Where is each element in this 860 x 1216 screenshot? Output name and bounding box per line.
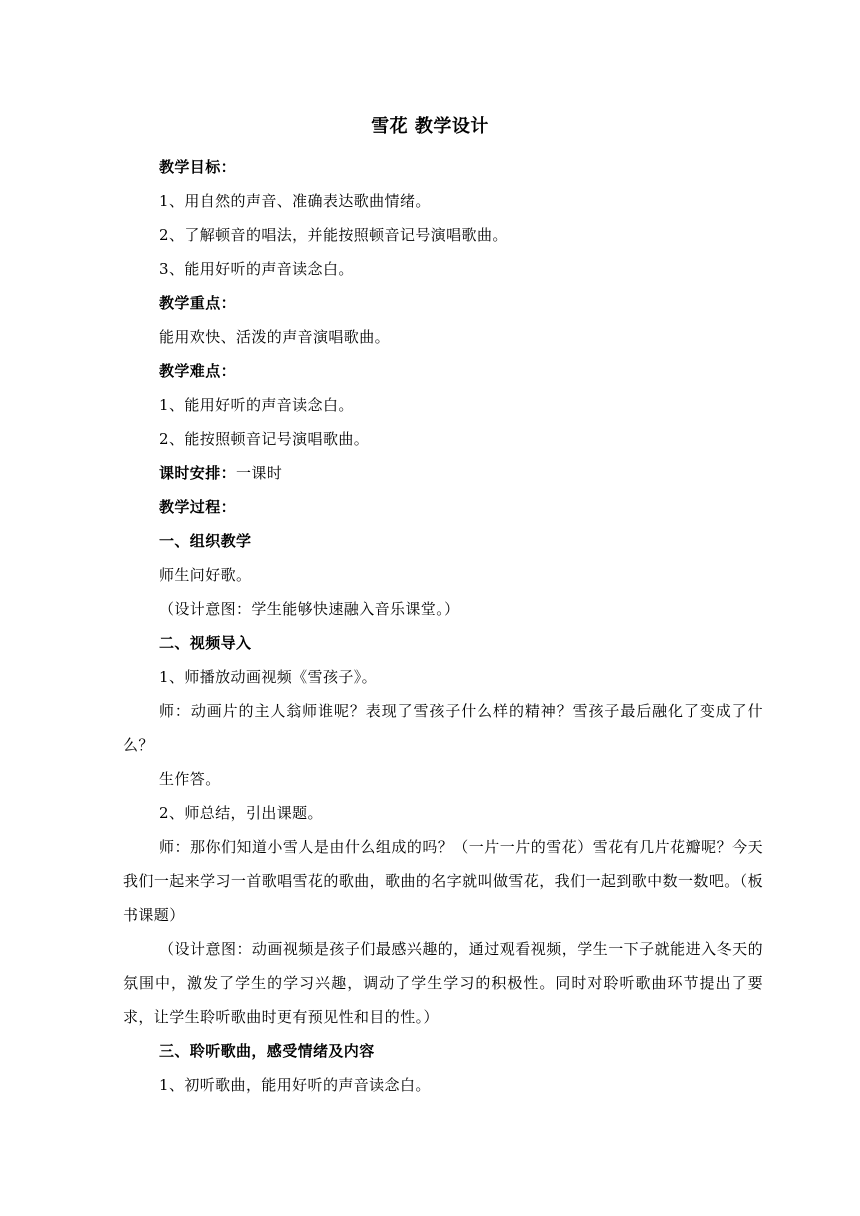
section-2-step-1: 1、师播放动画视频《雪孩子》。	[159, 668, 378, 686]
difficulty-item-1: 1、能用好听的声音读念白。	[159, 396, 354, 414]
section-2-design-intent: （设计意图：动画视频是孩子们最感兴趣的，通过观看视频，学生一下子就能进入冬天的氛围中，激发了学生的学习兴趣，调动了学生学习的积极性。同时对聆听歌曲环节提出了要求，让学生聆听歌曲时更有预见性和目的性。）	[123, 940, 763, 1026]
heading-teaching-goals: 教学目标：	[159, 158, 237, 176]
section-2-student-answer: 生作答。	[159, 770, 221, 788]
heading-difficulties: 教学难点：	[159, 362, 237, 380]
difficulty-item-2: 2、能按照顿音记号演唱歌曲。	[159, 430, 370, 448]
section-2-teacher-question: 师：动画片的主人翁师谁呢？表现了雪孩子什么样的精神？雪孩子最后融化了变成了什么？	[123, 702, 763, 754]
heading-key-points: 教学重点：	[159, 294, 237, 312]
section-1-design-intent: （设计意图：学生能够快速融入音乐课堂。）	[159, 600, 460, 618]
section-heading-1: 一、组织教学	[159, 532, 252, 550]
section-2-teacher-intro: 师：那你们知道小雪人是由什么组成的吗？（一片一片的雪花）雪花有几片花瓣呢？今天我们一起来学习一首歌唱雪花的歌曲，歌曲的名字就叫做雪花，我们一起到歌中数一数吧。（板书课题）	[123, 838, 763, 924]
section-heading-2: 二、视频导入	[159, 634, 252, 652]
class-hours-line	[123, 456, 763, 490]
section-2-step-2: 2、师总结，引出课题。	[159, 804, 323, 822]
section-3-step-1: 1、初听歌曲，能用好听的声音读念白。	[159, 1076, 431, 1094]
document-body	[123, 150, 763, 1102]
heading-teaching-process: 教学过程：	[159, 498, 237, 516]
class-hours-label: 课时安排：	[159, 464, 237, 482]
key-point-item: 能用欢快、活泼的声音演唱歌曲。	[159, 328, 391, 346]
goal-item-2: 2、了解顿音的唱法，并能按照顿音记号演唱歌曲。	[159, 226, 508, 244]
goal-item-1: 1、用自然的声音、准确表达歌曲情绪。	[159, 192, 431, 210]
class-hours-value: 一课时	[236, 464, 283, 482]
document-title: 雪花 教学设计	[371, 116, 489, 137]
goal-item-3: 3、能用好听的声音读念白。	[159, 260, 354, 278]
section-heading-3: 三、聆听歌曲，感受情绪及内容	[159, 1042, 375, 1060]
section-1-text: 师生问好歌。	[159, 566, 252, 584]
